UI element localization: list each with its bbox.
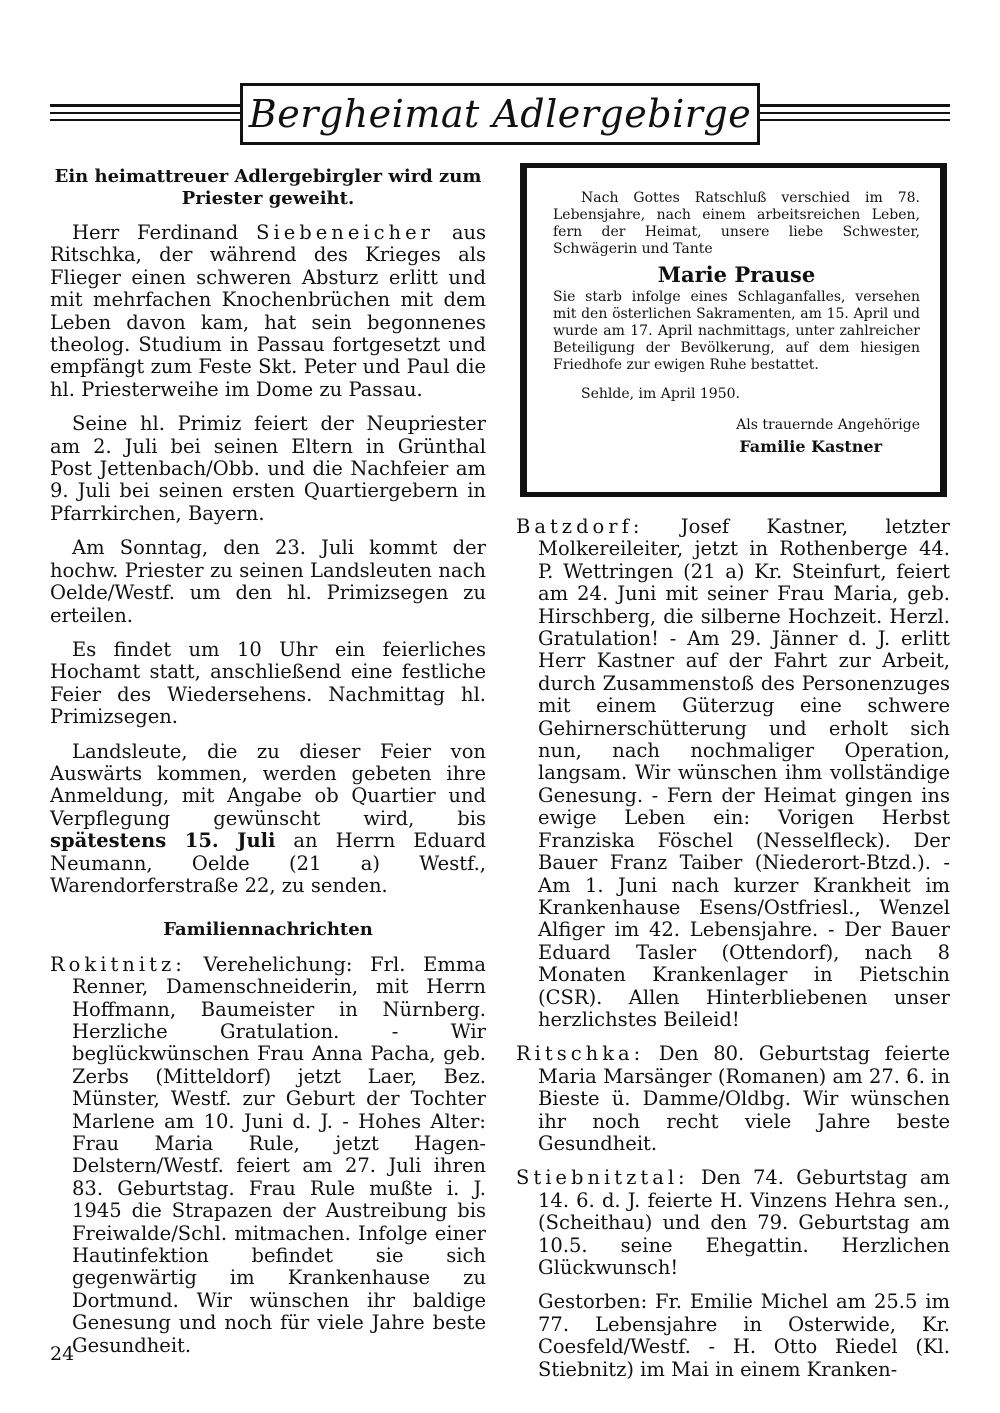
news-ritschka: Ritschka: Den 80. Geburtstag feierte Maria Marsänger (Romanen) am 27. 6. in Bieste ü. Damme/Oldbg. Wir wünschen ihr noch recht viele Jahre beste Gesundheit. (516, 1042, 950, 1155)
news-deaths: Gestorben: Fr. Emilie Michel am 25.5 im 77. Lebensjahre in Osterwide, Kr. Coesfeld/Westf. - H. Otto Riedel (Kl. Stiebnitz) im Mai in einem Kranken- (538, 1290, 950, 1381)
family-news-heading: Familiennachrichten (163, 919, 373, 941)
paragraph-4: Es findet um 10 Uhr ein feierliches Hochamt statt, anschließend eine festliche Feier des Wiedersehens. Nachmittag hl. Primizsegen. (50, 637, 486, 729)
masthead (240, 83, 760, 145)
header-rule-right (760, 104, 950, 126)
obituary-place-date: Sehlde, im April 1950. (581, 386, 740, 402)
place-ritschka: Ritschka: (516, 1042, 645, 1066)
obituary-notice (520, 163, 947, 497)
obituary-intro: Nach Gottes Ratschluß verschied im 78. Lebensjahre, nach einem arbeitsreichen Leben, fern der Heimat, unsere liebe Schwester, Schwägerin und Tante (553, 190, 920, 257)
deceased-name: Marie Prause (657, 262, 816, 287)
obituary-body: Sie starb infolge eines Schlaganfalles, versehen mit den österlichen Sakramenten, am 15. April und wurde am 17. April nachmittags, unter zahlreicher Beteiligung der Bevölkerung, auf dem hiesigen Friedhofe zur ewigen Ruhe bestattet. (553, 289, 920, 373)
header-rule-left (50, 104, 240, 126)
deadline: spätestens 15. Juli (50, 829, 276, 853)
paragraph-3: Am Sonntag, den 23. Juli kommt der hochw. Priester zu seinen Landsleuten nach Oelde/Westf. um den hl. Primizsegen zu erteilen. (50, 536, 486, 627)
article-heading: Ein heimattreuer Adlergebirgler wird zum Priester geweiht. (54, 166, 482, 209)
place-batzdorf: Batzdorf: (516, 515, 644, 538)
obituary-signature: Familie Kastner (739, 437, 882, 456)
page-number: 24 (50, 1343, 75, 1365)
place-rokitnitz: Rokitnitz: (50, 952, 186, 976)
place-stiebnitztal: Stiebnitztal: (516, 1166, 689, 1190)
news-stiebnitztal: Stiebnitztal: Den 74. Geburtstag am 14. 6. d. J. feierte H. Vinzens Hehra sen., (Scheithau) und den 79. Geburtstag am 10.5. seine Ehegattin. Herzlichen Glückwunsch! (516, 1166, 950, 1279)
news-rokitnitz: Rokitnitz: Verehelichung: Frl. Emma Renner, Damenschneiderin, mit Herrn Hoffmann, Baumeister in Nürnberg. Herzliche Gratulation. - Wir beglückwünschen Frau Anna Pacha, geb. Zerbs (Mitteldorf) jetzt Laer, Bez. Münster, Westf. zur Geburt der Tochter Marlene am 10. Juni d. J. - Hohes Alter: Frau Maria Rule, jetzt Hagen-Delstern/Westf. feiert am 27. Juli ihren 83. Geburtstag. Frau Rule mußte i. J. 1945 die Strapazen der Austreibung bis Freiwalde/Schl. mitmachen. Infolge einer Hautinfektion befindet sie sich gegenwärtig im Krankenhause zu Dortmund. Wir wünschen ihr baldige Genesung und noch für viele Jahre beste Gesundheit. (50, 952, 486, 1357)
news-batzdorf: Batzdorf: Josef Kastner, letzter Molkereileiter, jetzt in Rothenberge 44. P. Wettringen (21 a) Kr. Steinfurt, feiert am 24. Juni mit seiner Frau Maria, geb. Hirschberg, die silberne Hochzeit. Herzl. Gratulation! - Am 29. Jänner d. J. erlitt Herr Kastner auf der Fahrt zur Arbeit, durch Zusammenstoß des Personenzuges mit einem Güterzug eine schwere Gehirnerschütterung und erholt sich nun, nach nochmaliger Operation, langsam. Wir wünschen ihm vollständige Genesung. - Fern der Heimat gingen ins ewige Leben ein: Vorigen Herbst Franziska Föschel (Nesselfleck). Der Bauer Franz Taiber (Niederort-Btzd.). - Am 1. Juni nach kurzer Krankheit im Krankenhause Esens/Ostfriesl., Wenzel Alfiger im 42. Lebensjahre. - Der Bauer Eduard Tasler (Ottendorf), nach 8 Monaten Krankenlager in Pietschin (CSR). Allen Hinterbliebenen unser herzlichstes Beileid! (516, 515, 950, 1031)
priest-name: Siebeneicher (256, 221, 434, 244)
paragraph-2: Seine hl. Primiz feiert der Neupriester am 2. Juli bei seinen Eltern in Grünthal Post Jettenbach/Obb. und die Nachfeier am 9. Juli bei seinen ersten Quartiergebern in Pfarrkirchen, Bayern. (50, 412, 486, 525)
left-column (50, 166, 486, 1369)
obituary-signature-label: Als trauernde Angehörige (736, 417, 920, 433)
paragraph-5: Landsleute, die zu dieser Feier von Auswärts kommen, werden gebeten ihre Anmeldung, mit Angabe ob Quartier und Verpflegung gewünscht wird, bis spätestens 15. Juli an Herrn Eduard Neumann, Oelde (21 a) Westf., Warendorferstraße 22, zu senden. (50, 739, 486, 897)
paragraph-1: Herr Ferdinand Siebeneicher aus Ritschka, der während des Krieges als Flieger einen schweren Absturz erlitt und mit mehrfachen Knochenbrüchen mit dem Leben davon kam, hat sein begonnenes theolog. Studium in Passau fortgesetzt und empfängt zum Feste Skt. Peter und Paul die hl. Priesterweihe im Dome zu Passau. (50, 221, 487, 401)
masthead-title: Bergheimat Adlergebirge (248, 92, 752, 136)
right-column (516, 516, 950, 1393)
